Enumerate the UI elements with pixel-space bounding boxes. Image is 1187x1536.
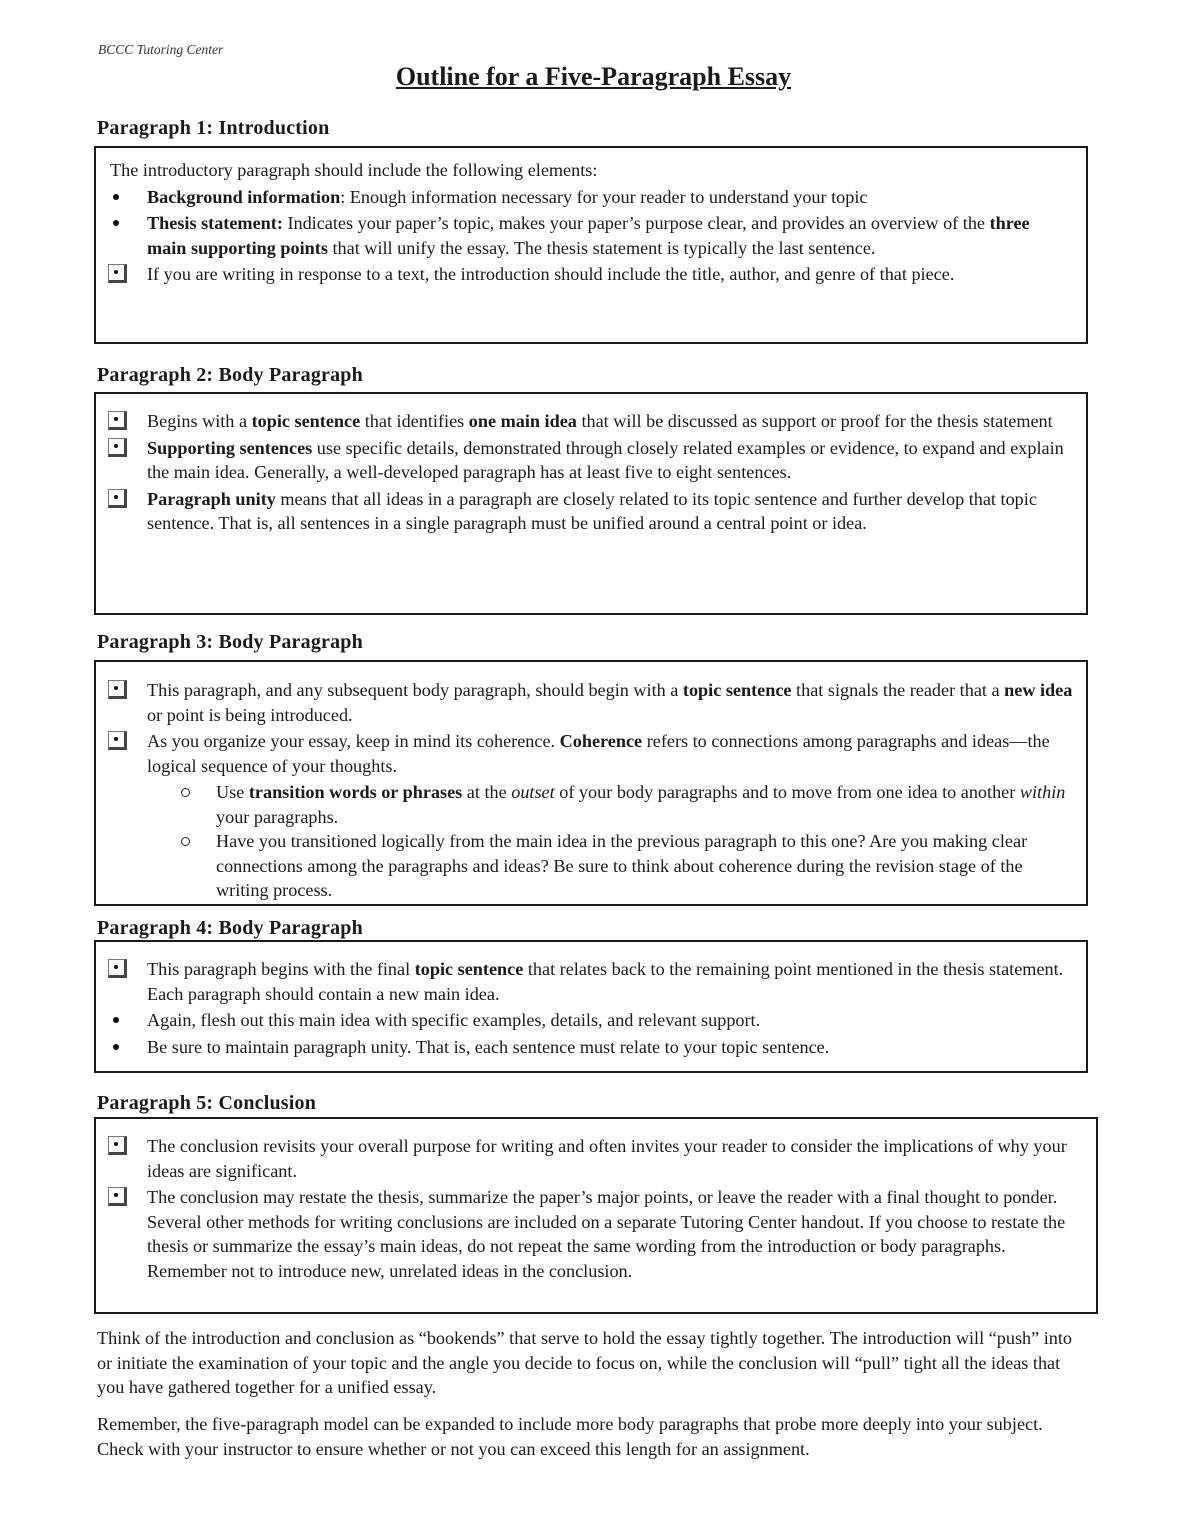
list-item — [110, 185, 1070, 210]
list-item-text: Paragraph unity means that all ideas in a paragraph are closely related to its topic sentence and further develop that topic sentence. That is, all sentences in a single paragraph must be unified around a central point or idea. — [147, 488, 1037, 533]
list-item-text: Thesis statement: Indicates your paper’s topic, makes your paper’s purpose clear, and provides an overview of the three main supporting points that will unify the essay. The thesis statement is typically the last sentence. — [147, 213, 1030, 258]
section-box-conclusion — [94, 1117, 1098, 1314]
checkbox-bullet-icon — [108, 489, 127, 508]
list-item — [110, 487, 1070, 536]
circle-bullet-icon — [181, 788, 190, 797]
closing-paragraph-bookends: Think of the introduction and conclusion as “bookends” that serve to hold the essay tightly together. The introduction will “push” into or initiate the examination of your topic and the angle you decide to focus on, while the conclusion will “pull” tight all the ideas that you have gathered together for a unified essay. — [97, 1328, 1073, 1397]
section-box-body-1 — [94, 392, 1088, 615]
checkbox-bullet-icon — [108, 411, 127, 430]
list-item-text: Be sure to maintain paragraph unity. That is, each sentence must relate to your topic sentence. — [147, 1036, 830, 1057]
closing-paragraph-reminder: Remember, the five-paragraph model can be expanded to include more body paragraphs that probe more deeply into your subject. Check with your instructor to ensure whether or not you can exceed this length for an assignment. — [97, 1414, 1043, 1459]
checkbox-bullet-icon — [108, 680, 127, 699]
list-item-text: Again, flesh out this main idea with specific examples, details, and relevant support. — [147, 1010, 761, 1030]
list-item-text: Background information: Enough information necessary for your reader to understand your topic — [147, 186, 868, 207]
list-item — [110, 262, 1070, 287]
list-item — [110, 1008, 1070, 1033]
checkbox-bullet-icon — [108, 1187, 127, 1206]
sub-list-item — [110, 780, 1074, 829]
list-item — [110, 678, 1074, 727]
list-item — [110, 436, 1070, 485]
checkbox-bullet-icon — [108, 438, 127, 457]
list-item-text: This paragraph begins with the final topic sentence that relates back to the remaining point mentioned in the thesis statement. Each paragraph should contain a new main idea. — [147, 959, 1064, 1004]
bullet-icon — [113, 220, 119, 226]
list-item-text: Begins with a topic sentence that identifies one main idea that will be discussed as support or proof for the thesis statement — [147, 411, 1053, 431]
section-intro-text: The introductory paragraph should include the following elements: — [110, 160, 598, 180]
section-heading-body-2: Paragraph 3: Body Paragraph — [97, 631, 363, 653]
section-heading-body-3: Paragraph 4: Body Paragraph — [97, 917, 363, 939]
checkbox-bullet-icon — [108, 731, 127, 750]
section-heading-body-1: Paragraph 2: Body Paragraph — [97, 364, 363, 386]
section-box-body-2 — [94, 660, 1088, 906]
document-title: Outline for a Five-Paragraph Essay — [395, 62, 792, 91]
list-item — [110, 1035, 1070, 1060]
list-item-text: The conclusion may restate the thesis, summarize the paper’s major points, or leave the reader with a final thought to ponder. Several other methods for writing conclusions are included on a separate Tutoring Center handout. If you choose to restate the thesis or summarize the essay’s main ideas, do not repeat the same wording from the introduction or body paragraphs. Remember not to introduce new, unrelated ideas in the conclusion. — [147, 1187, 1066, 1281]
section-box-body-3 — [94, 940, 1088, 1073]
section-heading-introduction: Paragraph 1: Introduction — [97, 117, 330, 139]
checkbox-bullet-icon — [108, 1136, 127, 1155]
list-item-text: Supporting sentences use specific details, demonstrated through closely related examples or evidence, to expand and explain the main idea. Generally, a well-developed paragraph has at least five to eight sentences. — [147, 437, 1064, 482]
sub-list-item-text: Have you transitioned logically from the main idea in the previous paragraph to this one? Are you making clear connections among the paragraphs and ideas? Be sure to think about coherence during the revision stage of the writing process. — [216, 831, 1028, 900]
list-item-text: This paragraph, and any subsequent body paragraph, should begin with a topic sentence that signals the reader that a new idea or point is being introduced. — [147, 680, 1073, 725]
list-item-text: As you organize your essay, keep in mind its coherence. Coherence refers to connections among paragraphs and ideas—the logical sequence of your thoughts. — [147, 731, 1050, 776]
bullet-icon — [113, 1017, 119, 1023]
sub-list-item — [110, 829, 1074, 903]
bullet-icon — [113, 1044, 119, 1050]
header-note: BCCC Tutoring Center — [98, 42, 224, 57]
list-item — [110, 729, 1074, 778]
list-item — [110, 1185, 1080, 1283]
checkbox-bullet-icon — [108, 959, 127, 978]
section-box-introduction — [94, 146, 1088, 344]
list-item — [110, 211, 1070, 260]
sub-list-item-text: Use transition words or phrases at the outset of your body paragraphs and to move from one idea to another within your paragraphs. — [216, 782, 1066, 827]
list-item — [110, 957, 1070, 1006]
checkbox-bullet-icon — [108, 264, 127, 283]
list-item-text: The conclusion revisits your overall purpose for writing and often invites your reader to consider the implications of why your ideas are significant. — [147, 1136, 1067, 1181]
list-item — [110, 409, 1070, 434]
bullet-icon — [113, 194, 119, 200]
list-item-text: If you are writing in response to a text, the introduction should include the title, author, and genre of that piece. — [147, 264, 955, 284]
section-heading-conclusion: Paragraph 5: Conclusion — [97, 1092, 317, 1114]
circle-bullet-icon — [181, 837, 190, 846]
list-item — [110, 1134, 1080, 1183]
